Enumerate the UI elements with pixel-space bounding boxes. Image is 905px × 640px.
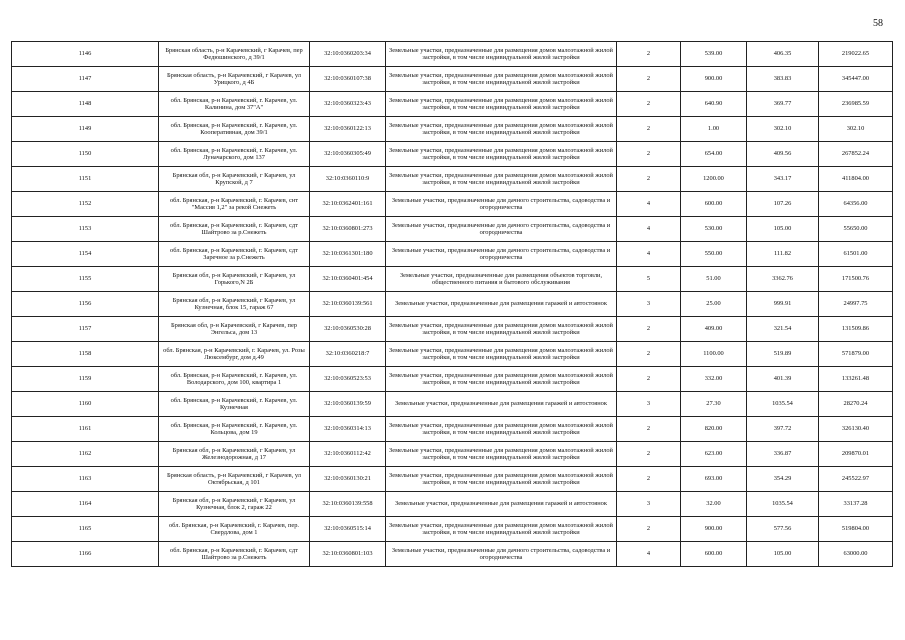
row-number-cell: 1153 bbox=[12, 217, 159, 242]
cadastral-value-cell: 171500.76 bbox=[819, 267, 893, 292]
table-row bbox=[12, 342, 893, 367]
row-number-cell: 1155 bbox=[12, 267, 159, 292]
table-row bbox=[12, 217, 893, 242]
area-cell: 600.00 bbox=[681, 192, 747, 217]
cadastral-number-cell: 32:10:0360401:454 bbox=[310, 267, 386, 292]
specific-value-cell: 401.39 bbox=[747, 367, 819, 392]
permitted-use-cell: Земельные участки, предназначенные для размещения гаражей и автостоянок bbox=[386, 292, 617, 317]
cadastral-number-cell: 32:10:0360323:43 bbox=[310, 92, 386, 117]
area-cell: 640.90 bbox=[681, 92, 747, 117]
row-number-cell: 1148 bbox=[12, 92, 159, 117]
row-number-cell: 1147 bbox=[12, 67, 159, 92]
specific-value-cell: 336.87 bbox=[747, 442, 819, 467]
area-cell: 32.00 bbox=[681, 492, 747, 517]
cadastral-value-cell: 209870.01 bbox=[819, 442, 893, 467]
table-row bbox=[12, 167, 893, 192]
use-group-cell: 2 bbox=[617, 142, 681, 167]
use-group-cell: 2 bbox=[617, 167, 681, 192]
row-number-cell: 1154 bbox=[12, 242, 159, 267]
table-row bbox=[12, 117, 893, 142]
permitted-use-cell: Земельные участки, предназначенные для дачного строительства, садоводства и огородничества bbox=[386, 242, 617, 267]
address-cell: Брянская обл, р-н Карачевский, г Карачев, ул Кузнечная, блок 2, гараж 22 bbox=[159, 492, 310, 517]
row-number-cell: 1162 bbox=[12, 442, 159, 467]
use-group-cell: 2 bbox=[617, 67, 681, 92]
use-group-cell: 3 bbox=[617, 392, 681, 417]
table-row bbox=[12, 317, 893, 342]
table-row bbox=[12, 192, 893, 217]
cadastral-number-cell: 32:10:0360122:13 bbox=[310, 117, 386, 142]
cadastral-number-cell: 32:10:0360107:38 bbox=[310, 67, 386, 92]
permitted-use-cell: Земельные участки, предназначенные для дачного строительства, садоводства и огородничества bbox=[386, 192, 617, 217]
table-row bbox=[12, 67, 893, 92]
cadastral-value-cell: 326130.40 bbox=[819, 417, 893, 442]
row-number-cell: 1150 bbox=[12, 142, 159, 167]
specific-value-cell: 409.56 bbox=[747, 142, 819, 167]
use-group-cell: 2 bbox=[617, 317, 681, 342]
area-cell: 623.00 bbox=[681, 442, 747, 467]
specific-value-cell: 999.91 bbox=[747, 292, 819, 317]
table-row bbox=[12, 242, 893, 267]
cadastral-value-cell: 519804.00 bbox=[819, 517, 893, 542]
permitted-use-cell: Земельные участки, предназначенные для дачного строительства, садоводства и огородничества bbox=[386, 217, 617, 242]
area-cell: 539.00 bbox=[681, 42, 747, 67]
area-cell: 25.00 bbox=[681, 292, 747, 317]
table-row bbox=[12, 392, 893, 417]
row-number-cell: 1160 bbox=[12, 392, 159, 417]
row-number-cell: 1161 bbox=[12, 417, 159, 442]
address-cell: обл. Брянская, р-н Карачевский, г. Карачев, сдт Шайтрово за р.Снежеть bbox=[159, 217, 310, 242]
specific-value-cell: 111.82 bbox=[747, 242, 819, 267]
specific-value-cell: 369.77 bbox=[747, 92, 819, 117]
table-row bbox=[12, 442, 893, 467]
cadastral-value-cell: 245522.97 bbox=[819, 467, 893, 492]
permitted-use-cell: Земельные участки, предназначенные для размещения домов малоэтажной жилой застройки, в том числе индивидуальной жилой застройки bbox=[386, 467, 617, 492]
row-number-cell: 1156 bbox=[12, 292, 159, 317]
address-cell: обл. Брянская, р-н Карачевский, г. Карачев, ул. Луначарского, дом 137 bbox=[159, 142, 310, 167]
specific-value-cell: 397.72 bbox=[747, 417, 819, 442]
address-cell: обл. Брянская, р-н Карачевский, г. Карачев, ул. Кузнечная bbox=[159, 392, 310, 417]
permitted-use-cell: Земельные участки, предназначенные для размещения домов малоэтажной жилой застройки, в том числе индивидуальной жилой застройки bbox=[386, 367, 617, 392]
table-row bbox=[12, 367, 893, 392]
area-cell: 693.00 bbox=[681, 467, 747, 492]
table-row bbox=[12, 267, 893, 292]
specific-value-cell: 519.89 bbox=[747, 342, 819, 367]
specific-value-cell: 105.00 bbox=[747, 217, 819, 242]
row-number-cell: 1165 bbox=[12, 517, 159, 542]
area-cell: 409.00 bbox=[681, 317, 747, 342]
permitted-use-cell: Земельные участки, предназначенные для размещения домов малоэтажной жилой застройки, в том числе индивидуальной жилой застройки bbox=[386, 167, 617, 192]
area-cell: 900.00 bbox=[681, 517, 747, 542]
address-cell: Брянская область, р-н Карачевский, г Карачев, ул Урицкого, д 4Б bbox=[159, 67, 310, 92]
cadastral-number-cell: 32:10:0362401:161 bbox=[310, 192, 386, 217]
address-cell: Брянская область, р-н Карачевский, г Карачев, пер Федюшинского, д 39/1 bbox=[159, 42, 310, 67]
permitted-use-cell: Земельные участки, предназначенные для размещения объектов торговли, общественного питания и бытового обслуживания bbox=[386, 267, 617, 292]
permitted-use-cell: Земельные участки, предназначенные для дачного строительства, садоводства и огородничества bbox=[386, 542, 617, 567]
cadastral-value-cell: 571879.00 bbox=[819, 342, 893, 367]
row-number-cell: 1146 bbox=[12, 42, 159, 67]
cadastral-number-cell: 32:10:0360523:53 bbox=[310, 367, 386, 392]
area-cell: 600.00 bbox=[681, 542, 747, 567]
address-cell: Брянская обл, р-н Карачевский, г Карачев, ул Крупской, д 7 bbox=[159, 167, 310, 192]
cadastral-number-cell: 32:10:0360218:7 bbox=[310, 342, 386, 367]
cadastral-value-cell: 131509.86 bbox=[819, 317, 893, 342]
specific-value-cell: 105.00 bbox=[747, 542, 819, 567]
address-cell: обл. Брянская, р-н Карачевский, г. Карачев, сдт Заречное за р.Снежеть bbox=[159, 242, 310, 267]
address-cell: Брянская обл, р-н Карачевский, г Карачев, пер Энгельса, дом 13 bbox=[159, 317, 310, 342]
area-cell: 51.00 bbox=[681, 267, 747, 292]
use-group-cell: 4 bbox=[617, 192, 681, 217]
address-cell: Брянская обл, р-н Карачевский, г Карачев, ул Кузнечная, блок 15, гараж 67 bbox=[159, 292, 310, 317]
page-number: 58 bbox=[873, 18, 883, 29]
permitted-use-cell: Земельные участки, предназначенные для размещения домов малоэтажной жилой застройки, в том числе индивидуальной жилой застройки bbox=[386, 42, 617, 67]
table-row bbox=[12, 292, 893, 317]
cadastral-number-cell: 32:10:0360139:59 bbox=[310, 392, 386, 417]
row-number-cell: 1149 bbox=[12, 117, 159, 142]
table-row bbox=[12, 542, 893, 567]
row-number-cell: 1158 bbox=[12, 342, 159, 367]
area-cell: 820.00 bbox=[681, 417, 747, 442]
use-group-cell: 2 bbox=[617, 517, 681, 542]
address-cell: обл. Брянская, р-н Карачевский, г. Карачев, ул. Кооперативная, дом 39/1 bbox=[159, 117, 310, 142]
row-number-cell: 1163 bbox=[12, 467, 159, 492]
use-group-cell: 5 bbox=[617, 267, 681, 292]
cadastral-number-cell: 32:10:0360314:13 bbox=[310, 417, 386, 442]
cadastral-number-cell: 32:10:0360530:28 bbox=[310, 317, 386, 342]
row-number-cell: 1159 bbox=[12, 367, 159, 392]
cadastral-value-cell: 24997.75 bbox=[819, 292, 893, 317]
permitted-use-cell: Земельные участки, предназначенные для размещения домов малоэтажной жилой застройки, в том числе индивидуальной жилой застройки bbox=[386, 317, 617, 342]
specific-value-cell: 354.29 bbox=[747, 467, 819, 492]
address-cell: обл. Брянская, р-н Карачевский, г. Карачев, ул. Кольцова, дом 19 bbox=[159, 417, 310, 442]
specific-value-cell: 577.56 bbox=[747, 517, 819, 542]
use-group-cell: 2 bbox=[617, 417, 681, 442]
cadastral-value-cell: 219022.65 bbox=[819, 42, 893, 67]
specific-value-cell: 321.54 bbox=[747, 317, 819, 342]
permitted-use-cell: Земельные участки, предназначенные для размещения гаражей и автостоянок bbox=[386, 492, 617, 517]
use-group-cell: 3 bbox=[617, 492, 681, 517]
specific-value-cell: 406.35 bbox=[747, 42, 819, 67]
address-cell: Брянская область, р-н Карачевский, г Карачев, ул Октябрьская, д 101 bbox=[159, 467, 310, 492]
table-row bbox=[12, 42, 893, 67]
address-cell: обл. Брянская, р-н Карачевский, г. Карачев, ул. Калинина, дом 37"А" bbox=[159, 92, 310, 117]
area-cell: 1100.00 bbox=[681, 342, 747, 367]
use-group-cell: 2 bbox=[617, 467, 681, 492]
cadastral-value-cell: 411804.00 bbox=[819, 167, 893, 192]
permitted-use-cell: Земельные участки, предназначенные для размещения домов малоэтажной жилой застройки, в том числе индивидуальной жилой застройки bbox=[386, 142, 617, 167]
specific-value-cell: 1035.54 bbox=[747, 492, 819, 517]
cadastral-value-cell: 55650.00 bbox=[819, 217, 893, 242]
area-cell: 1.00 bbox=[681, 117, 747, 142]
table-row bbox=[12, 142, 893, 167]
area-cell: 654.00 bbox=[681, 142, 747, 167]
land-cadastral-value-table bbox=[11, 41, 893, 567]
address-cell: обл. Брянская, р-н Карачевский, г. Карачев, сдт Шайтрово за р.Снежеть bbox=[159, 542, 310, 567]
cadastral-number-cell: 32:10:0360515:14 bbox=[310, 517, 386, 542]
area-cell: 900.00 bbox=[681, 67, 747, 92]
use-group-cell: 2 bbox=[617, 42, 681, 67]
cadastral-value-cell: 267852.24 bbox=[819, 142, 893, 167]
area-cell: 530.00 bbox=[681, 217, 747, 242]
use-group-cell: 2 bbox=[617, 367, 681, 392]
address-cell: Брянская обл, р-н Карачевский, г Карачев, ул Железнодорожная, д 17 bbox=[159, 442, 310, 467]
cadastral-value-cell: 33137.28 bbox=[819, 492, 893, 517]
area-cell: 1200.00 bbox=[681, 167, 747, 192]
specific-value-cell: 383.83 bbox=[747, 67, 819, 92]
row-number-cell: 1164 bbox=[12, 492, 159, 517]
use-group-cell: 3 bbox=[617, 292, 681, 317]
cadastral-value-cell: 61501.00 bbox=[819, 242, 893, 267]
cadastral-value-cell: 64356.00 bbox=[819, 192, 893, 217]
cadastral-value-cell: 345447.00 bbox=[819, 67, 893, 92]
cadastral-number-cell: 32:10:0360305:49 bbox=[310, 142, 386, 167]
address-cell: Брянская обл, р-н Карачевский, г Карачев, ул Горького,N 2Б bbox=[159, 267, 310, 292]
area-cell: 550.00 bbox=[681, 242, 747, 267]
cadastral-value-cell: 28270.24 bbox=[819, 392, 893, 417]
address-cell: обл. Брянская, р-н Карачевский, г. Карачев, ул. Розы Люксембург, дом д.49 bbox=[159, 342, 310, 367]
use-group-cell: 4 bbox=[617, 217, 681, 242]
permitted-use-cell: Земельные участки, предназначенные для размещения домов малоэтажной жилой застройки, в том числе индивидуальной жилой застройки bbox=[386, 342, 617, 367]
cadastral-number-cell: 32:10:0361301:180 bbox=[310, 242, 386, 267]
area-cell: 27.30 bbox=[681, 392, 747, 417]
cadastral-number-cell: 32:10:0360139:558 bbox=[310, 492, 386, 517]
permitted-use-cell: Земельные участки, предназначенные для размещения домов малоэтажной жилой застройки, в том числе индивидуальной жилой застройки bbox=[386, 117, 617, 142]
table-row bbox=[12, 492, 893, 517]
row-number-cell: 1151 bbox=[12, 167, 159, 192]
table-row bbox=[12, 467, 893, 492]
address-cell: обл. Брянская, р-н Карачевский, г. Карачев, пер. Свердлова, дом 1 bbox=[159, 517, 310, 542]
address-cell: обл. Брянская, р-н Карачевский, г. Карачев, ул. Володарского, дом 100, квартира 1 bbox=[159, 367, 310, 392]
permitted-use-cell: Земельные участки, предназначенные для размещения домов малоэтажной жилой застройки, в том числе индивидуальной жилой застройки bbox=[386, 517, 617, 542]
table-row bbox=[12, 517, 893, 542]
cadastral-number-cell: 32:10:0360203:34 bbox=[310, 42, 386, 67]
specific-value-cell: 107.26 bbox=[747, 192, 819, 217]
use-group-cell: 4 bbox=[617, 242, 681, 267]
cadastral-number-cell: 32:10:0360139:561 bbox=[310, 292, 386, 317]
specific-value-cell: 3362.76 bbox=[747, 267, 819, 292]
table-row bbox=[12, 417, 893, 442]
address-cell: обл. Брянская, р-н Карачевский, г. Карачев, снт "Массив 1,2" за рекой Снежеть bbox=[159, 192, 310, 217]
use-group-cell: 2 bbox=[617, 342, 681, 367]
permitted-use-cell: Земельные участки, предназначенные для размещения домов малоэтажной жилой застройки, в том числе индивидуальной жилой застройки bbox=[386, 92, 617, 117]
permitted-use-cell: Земельные участки, предназначенные для размещения домов малоэтажной жилой застройки, в том числе индивидуальной жилой застройки bbox=[386, 67, 617, 92]
cadastral-number-cell: 32:10:0360130:21 bbox=[310, 467, 386, 492]
cadastral-value-cell: 302.10 bbox=[819, 117, 893, 142]
cadastral-value-cell: 236985.59 bbox=[819, 92, 893, 117]
use-group-cell: 2 bbox=[617, 117, 681, 142]
permitted-use-cell: Земельные участки, предназначенные для размещения домов малоэтажной жилой застройки, в том числе индивидуальной жилой застройки bbox=[386, 417, 617, 442]
cadastral-number-cell: 32:10:0360801:103 bbox=[310, 542, 386, 567]
row-number-cell: 1157 bbox=[12, 317, 159, 342]
cadastral-value-cell: 63000.00 bbox=[819, 542, 893, 567]
row-number-cell: 1166 bbox=[12, 542, 159, 567]
specific-value-cell: 1035.54 bbox=[747, 392, 819, 417]
row-number-cell: 1152 bbox=[12, 192, 159, 217]
specific-value-cell: 343.17 bbox=[747, 167, 819, 192]
cadastral-value-cell: 133261.48 bbox=[819, 367, 893, 392]
cadastral-number-cell: 32:10:0360801:273 bbox=[310, 217, 386, 242]
cadastral-number-cell: 32:10:0360110:9 bbox=[310, 167, 386, 192]
permitted-use-cell: Земельные участки, предназначенные для размещения гаражей и автостоянок bbox=[386, 392, 617, 417]
permitted-use-cell: Земельные участки, предназначенные для размещения домов малоэтажной жилой застройки, в том числе индивидуальной жилой застройки bbox=[386, 442, 617, 467]
table-row bbox=[12, 92, 893, 117]
table-body bbox=[12, 42, 893, 567]
use-group-cell: 2 bbox=[617, 92, 681, 117]
use-group-cell: 4 bbox=[617, 542, 681, 567]
area-cell: 332.00 bbox=[681, 367, 747, 392]
use-group-cell: 2 bbox=[617, 442, 681, 467]
cadastral-number-cell: 32:10:0360112:42 bbox=[310, 442, 386, 467]
specific-value-cell: 302.10 bbox=[747, 117, 819, 142]
